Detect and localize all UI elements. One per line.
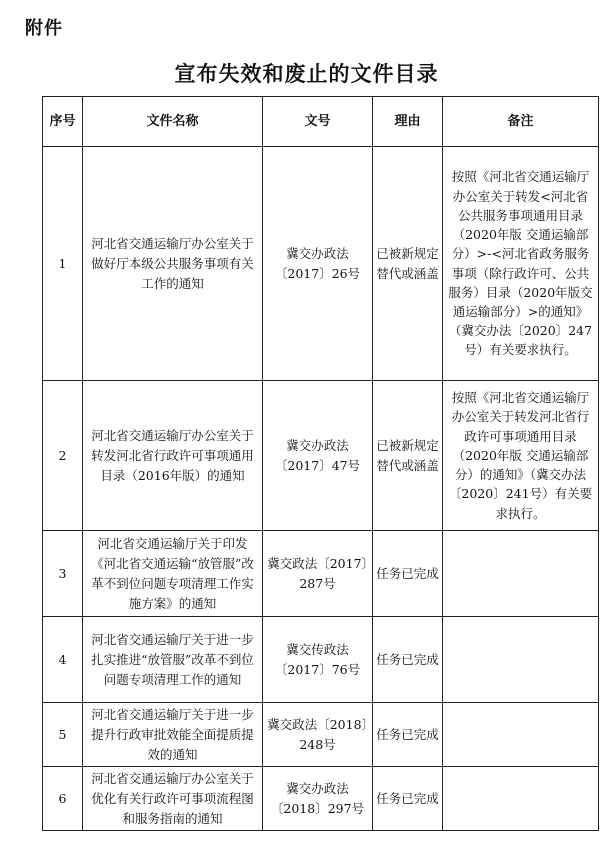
column-header-note: 备注 [443,97,599,147]
row-reason: 任务已完成 [373,703,443,767]
row-note: 按照《河北省交通运输厅办公室关于转发<河北省公共服务事项通用目录（2020年版 交通运输部分）>-<河北省政务服务事项（除行政许可、公共服务）目录（2020年版交通运输部分）>的通知》（冀交办法〔2020〕247号）有关要求执行。 [443,147,599,381]
row-seq: 6 [43,767,83,831]
column-header-seq: 序号 [43,97,83,147]
table-row [43,147,599,381]
table-row [43,531,599,617]
row-document-name: 河北省交通运输厅办公室关于做好厅本级公共服务事项有关工作的通知 [83,147,263,381]
row-seq: 1 [43,147,83,381]
document-list-table [42,96,599,831]
row-note [443,617,599,703]
column-header-doc-no: 文号 [263,97,373,147]
row-reason: 任务已完成 [373,617,443,703]
column-header-name: 文件名称 [83,97,263,147]
table-row [43,703,599,767]
table-row [43,617,599,703]
row-document-name: 河北省交通运输厅办公室关于转发河北省行政许可事项通用目录（2016年版）的通知 [83,381,263,531]
attachment-label: 附件 [25,18,63,39]
table-row [43,767,599,831]
row-note: 按照《河北省交通运输厅办公室关于转发河北省行政许可事项通用目录（2020年版 交通运输部分）的通知》（冀交办法〔2020〕241号）有关要求执行。 [443,381,599,531]
row-note [443,703,599,767]
row-document-name: 河北省交通运输厅关于进一步提升行政审批效能全面提质提效的通知 [83,703,263,767]
row-doc-number: 冀交办政法〔2017〕26号 [263,147,373,381]
row-reason: 任务已完成 [373,531,443,617]
row-reason: 任务已完成 [373,767,443,831]
row-document-name: 河北省交通运输厅办公室关于优化有关行政许可事项流程图和服务指南的通知 [83,767,263,831]
page-title: 宣布失效和废止的文件目录 [174,61,439,86]
row-seq: 4 [43,617,83,703]
row-seq: 2 [43,381,83,531]
row-doc-number: 冀交传政法〔2017〕76号 [263,617,373,703]
row-note [443,767,599,831]
row-doc-number: 冀交办政法〔2017〕47号 [263,381,373,531]
row-seq: 5 [43,703,83,767]
row-document-name: 河北省交通运输厅关于进一步扎实推进“放管服”改革不到位问题专项清理工作的通知 [83,617,263,703]
table-row [43,381,599,531]
row-doc-number: 冀交办政法〔2018〕297号 [263,767,373,831]
row-doc-number: 冀交政法〔2017〕287号 [263,531,373,617]
row-reason: 已被新规定替代或涵盖 [373,381,443,531]
column-header-reason: 理由 [373,97,443,147]
row-seq: 3 [43,531,83,617]
table-header-row [43,97,599,147]
row-doc-number: 冀交政法〔2018〕248号 [263,703,373,767]
row-note [443,531,599,617]
row-reason: 已被新规定替代或涵盖 [373,147,443,381]
row-document-name: 河北省交通运输厅关于印发《河北省交通运输“放管服”改革不到位问题专项清理工作实施方案》的通知 [83,531,263,617]
